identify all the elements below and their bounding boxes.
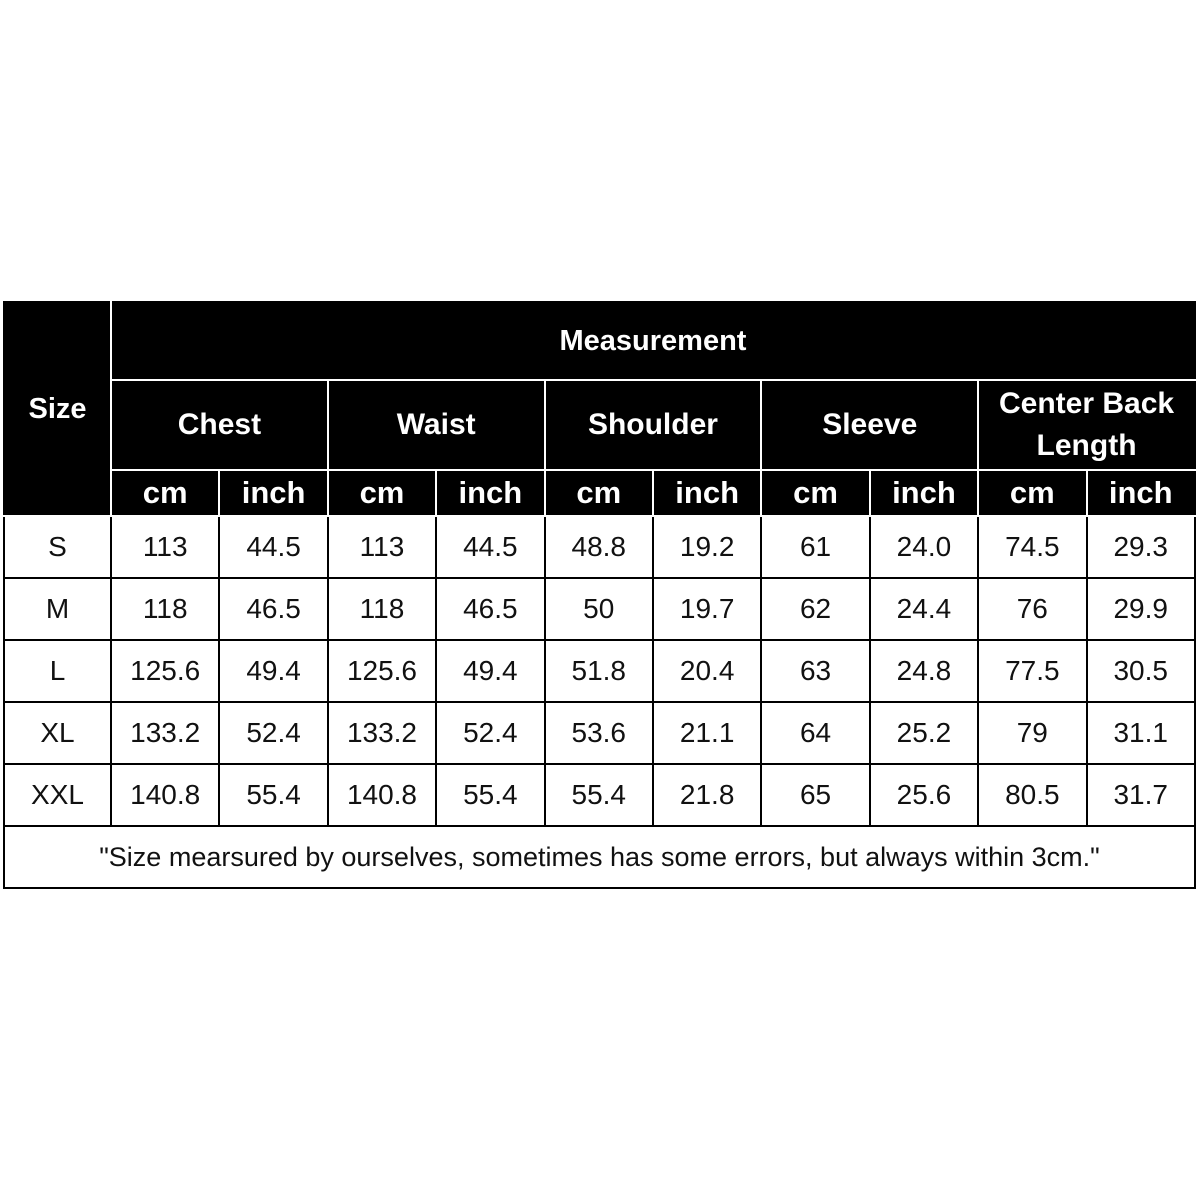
table-cell: 50 [545,578,653,640]
table-cell: 125.6 [328,640,436,702]
table-cell: 118 [111,578,219,640]
table-cell: 53.6 [545,702,653,764]
table-cell: 25.2 [870,702,978,764]
table-row [4,578,1195,640]
table-cell: 24.8 [870,640,978,702]
unit-header: inch [1087,470,1195,516]
table-cell: 140.8 [328,764,436,826]
table-cell: 79 [978,702,1086,764]
unit-header: cm [545,470,653,516]
note-row [4,826,1195,888]
table-cell: 31.7 [1087,764,1195,826]
unit-header: cm [761,470,869,516]
table-cell: 113 [328,516,436,578]
table-cell: 25.6 [870,764,978,826]
size-chart-table [3,301,1196,889]
size-header: Size [4,302,111,516]
group-header-waist: Waist [328,380,545,470]
group-header-shoulder: Shoulder [545,380,762,470]
table-cell: 61 [761,516,869,578]
table-cell: 65 [761,764,869,826]
table-cell: 46.5 [219,578,327,640]
table-cell: 31.1 [1087,702,1195,764]
table-cell: 24.4 [870,578,978,640]
unit-header: cm [328,470,436,516]
size-chart [3,301,1194,889]
table-cell: 80.5 [978,764,1086,826]
unit-header: inch [436,470,544,516]
size-cell: XXL [4,764,111,826]
table-cell: 48.8 [545,516,653,578]
group-header-center-back-length: Center Back Length [978,380,1195,470]
table-cell: 140.8 [111,764,219,826]
unit-header: inch [653,470,761,516]
size-cell: L [4,640,111,702]
table-cell: 74.5 [978,516,1086,578]
table-cell: 30.5 [1087,640,1195,702]
measurement-note: "Size mearsured by ourselves, sometimes has some errors, but always within 3cm." [4,826,1195,888]
table-cell: 133.2 [328,702,436,764]
table-cell: 64 [761,702,869,764]
table-cell: 19.7 [653,578,761,640]
table-cell: 20.4 [653,640,761,702]
table-cell: 55.4 [219,764,327,826]
table-cell: 52.4 [219,702,327,764]
table-cell: 24.0 [870,516,978,578]
table-cell: 29.3 [1087,516,1195,578]
table-cell: 29.9 [1087,578,1195,640]
table-cell: 63 [761,640,869,702]
group-header-sleeve: Sleeve [761,380,978,470]
table-cell: 49.4 [436,640,544,702]
table-row [4,702,1195,764]
unit-header: cm [111,470,219,516]
table-row [4,764,1195,826]
table-cell: 133.2 [111,702,219,764]
table-cell: 44.5 [436,516,544,578]
table-cell: 125.6 [111,640,219,702]
table-cell: 19.2 [653,516,761,578]
table-cell: 118 [328,578,436,640]
table-cell: 76 [978,578,1086,640]
measurement-header: Measurement [111,302,1195,380]
table-cell: 46.5 [436,578,544,640]
table-cell: 52.4 [436,702,544,764]
table-cell: 21.8 [653,764,761,826]
table-cell: 55.4 [545,764,653,826]
size-cell: M [4,578,111,640]
group-header-chest: Chest [111,380,328,470]
table-row [4,640,1195,702]
size-cell: S [4,516,111,578]
table-cell: 51.8 [545,640,653,702]
size-cell: XL [4,702,111,764]
table-cell: 21.1 [653,702,761,764]
table-cell: 49.4 [219,640,327,702]
unit-header: cm [978,470,1086,516]
table-cell: 55.4 [436,764,544,826]
table-cell: 44.5 [219,516,327,578]
unit-header: inch [870,470,978,516]
table-cell: 62 [761,578,869,640]
table-row [4,516,1195,578]
table-cell: 77.5 [978,640,1086,702]
unit-header: inch [219,470,327,516]
table-cell: 113 [111,516,219,578]
